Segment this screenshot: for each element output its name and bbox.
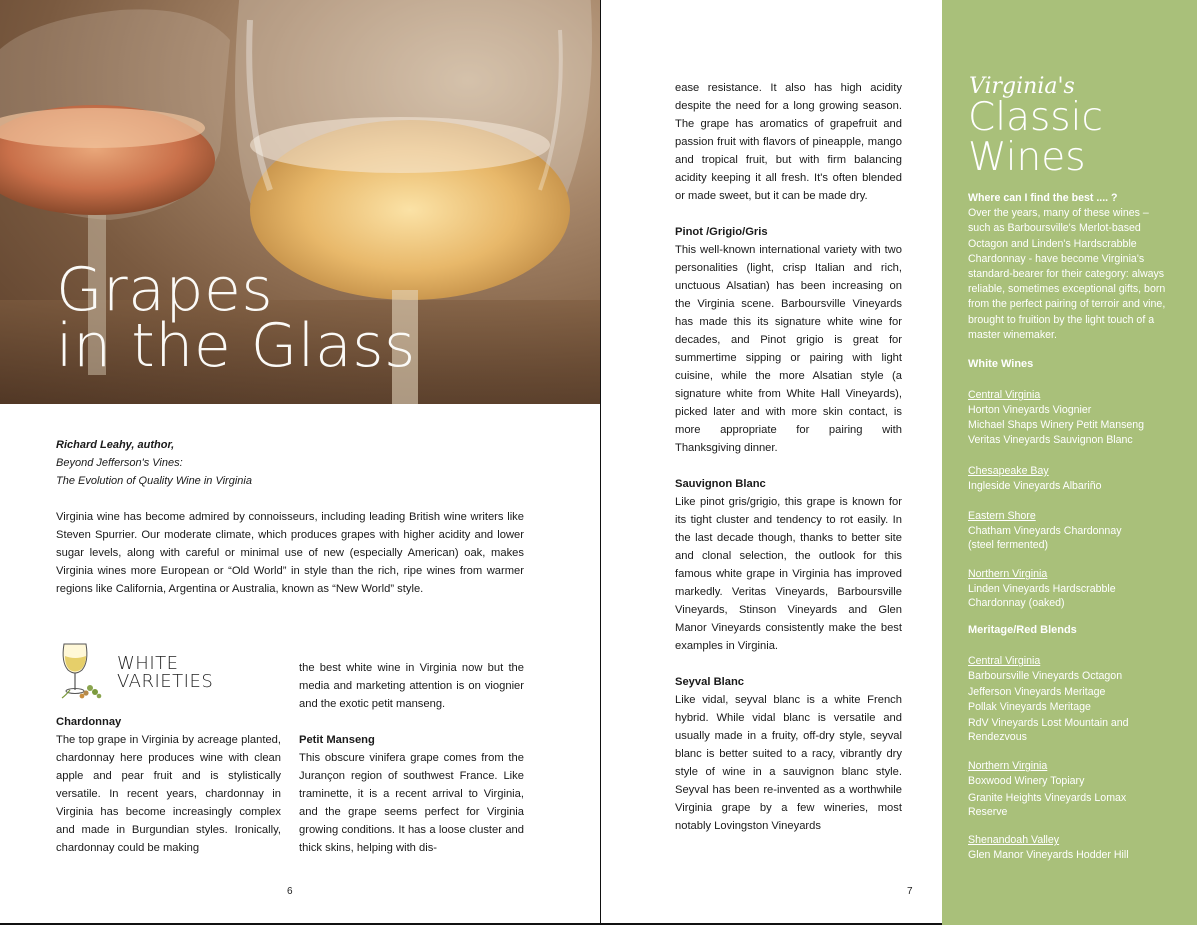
page-number-left: 6 — [287, 886, 293, 897]
wine-item: Michael Shaps Winery Petit Manseng — [968, 419, 1145, 431]
wine-item: Barboursville Vineyards Octagon — [968, 670, 1123, 682]
region-label: Shenandoah Valley — [968, 834, 1060, 846]
sauvignon-text: Like pinot gris/grigio, this grape is known for its tight cluster and tendency to rot easily. In the last decade though, thanks to better site and clonal selection, the outlook for this famous white grape in Virginia has improved markedly. Veritas Vineyards, Barboursville Vineyards, Stinson Vineyards and Glen Manor Vineyards consistently make the best examples in Virginia. — [675, 496, 902, 652]
pinot-heading: Pinot /Grigio/Gris — [675, 226, 768, 238]
page-title — [56, 255, 416, 381]
wine-item: Reserve — [968, 806, 1008, 818]
sidebar-title-line-1: Classic — [968, 95, 1103, 140]
wine-item: Horton Vineyards Viognier — [968, 404, 1092, 416]
petit-manseng-text: This obscure vinifera grape comes from the Jurançon region of southwest France. Like traminette, it is a recent arrival to Virginia, and the grape seems perfect for Virginia growing conditions. It has a loose cluster and thick skins, helping with dis- — [299, 752, 524, 854]
chardonnay-text: The top grape in Virginia by acreage planted, chardonnay here produces wine with clean apple and pear fruit and is stylistically versatile. In recent years, chardonnay in Virginia has become increasingly complex and made in Burgundian styles. Ironically, chardonnay could be making — [56, 734, 281, 854]
red-blends-heading: Meritage/Red Blends — [968, 624, 1077, 636]
sidebar-body-text: Over the years, many of these wines – such as Barboursville's Merlot-based Octagon and Linden's Hardscrabble Chardonnay - have become Virginia's standard-bearer for their category: always reliable, sometimes exceptional gifts, born from the perfect pairing of terroir and vine, brought to fruition by the light touch of a master winemaker. — [968, 207, 1166, 341]
continued-text: ease resistance. It also has high acidity despite the need for a long growing season. The grape has aromatics of grapefruit and passion fruit with flavors of pineapple, mango and tropical fruit, but with firm balancing acidity keeping it all fresh. It's often blended or made sweet, but it can be made dry. — [675, 82, 902, 202]
region-label: Northern Virginia — [968, 760, 1048, 772]
white-wines-heading: White Wines — [968, 358, 1034, 370]
region-label: Northern Virginia — [968, 568, 1048, 580]
wine-glass-icon — [56, 640, 106, 700]
author-name: Richard Leahy, author, — [56, 439, 175, 451]
sidebar-script-title: Virginia's — [969, 74, 1075, 99]
section-heading — [56, 640, 286, 702]
wine-item: Chardonnay (oaked) — [968, 597, 1065, 609]
right-page — [601, 0, 942, 925]
intro-paragraph: Virginia wine has become admired by connoisseurs, including leading British wine writers like Steven Spurrier. Our moderate climate, which produces grapes with higher acidity and lower sugar levels, along with careful or minimal use of new (especially American) oak, makes Virginia wines more European or “Old World” in style than the rich, ripe wines from warmer regions like California, Argentina or Australia, known as “New World” style. — [56, 511, 524, 595]
column-right — [675, 79, 902, 835]
title-line-1: Grapes — [56, 255, 274, 325]
sidebar — [942, 0, 1197, 925]
sidebar-title — [968, 95, 1103, 180]
book-title-line-1: Beyond Jefferson's Vines: — [56, 457, 183, 469]
wine-item: Linden Vineyards Hardscrabble — [968, 583, 1116, 595]
wine-group — [968, 759, 1178, 818]
chardonnay-heading: Chardonnay — [56, 716, 122, 728]
seyval-heading: Seyval Blanc — [675, 676, 745, 688]
wine-group — [968, 567, 1178, 609]
section-heading-line-2: VARIETIES — [117, 671, 214, 692]
wine-group — [968, 388, 1178, 448]
region-label: Eastern Shore — [968, 510, 1036, 522]
wine-item: Jefferson Vineyards Meritage — [968, 686, 1106, 698]
wine-item: Boxwood Winery Topiary — [968, 775, 1085, 787]
wine-group — [968, 509, 1178, 551]
region-label: Central Virginia — [968, 389, 1041, 401]
wine-item: Glen Manor Vineyards Hodder Hill — [968, 849, 1129, 861]
sauvignon-heading: Sauvignon Blanc — [675, 478, 766, 490]
wine-item: RdV Vineyards Lost Mountain and — [968, 717, 1129, 729]
region-label: Chesapeake Bay — [968, 465, 1049, 477]
wine-item: (steel fermented) — [968, 539, 1049, 551]
wine-group — [968, 833, 1178, 863]
book-title-line-2: The Evolution of Quality Wine in Virginia — [56, 475, 252, 487]
title-line-2: in the Glass — [56, 311, 416, 381]
wine-item: Pollak Vineyards Meritage — [968, 701, 1091, 713]
seyval-text: Like vidal, seyval blanc is a white French hybrid. While vidal blanc is versatile and usually made in a fruity, off-dry style, seyval blanc is better suited to a racy, vibrantly dry style of wine in a sauvignon blanc style. Seyval has been re-invented as a worthwhile Virginia grape by a few wineries, most notably Lovingston Vineyards — [675, 694, 902, 832]
column-2-intro: the best white wine in Virginia now but the media and marketing attention is on viognier and the exotic petit manseng. — [299, 662, 524, 710]
wine-group — [968, 654, 1178, 743]
wine-item: Chatham Vineyards Chardonnay — [968, 525, 1122, 537]
section-heading-line-1: WHITE — [117, 653, 179, 674]
sidebar-title-line-2: Wines — [968, 135, 1086, 180]
wine-item: Rendezvous — [968, 731, 1027, 743]
wine-group — [968, 464, 1178, 494]
sidebar-intro — [968, 191, 1168, 343]
pinot-text: This well-known international variety with two personalities (light, crisp Italian and rich, unctuous Alsatian) has been increasing on the Virginia scene. Barboursville Vineyards has made this its signature white wine for decades, and Pinot grigio is great for summertime sipping or pairing with light cuisine, while the more Alsatian style (a signature white from White Hall Vineyards), picked later and with more skin contact, is more appropriate for pairing with Thanksgiving dinner. — [675, 244, 902, 454]
wine-item: Granite Heights Vineyards Lomax — [968, 792, 1127, 804]
sidebar-question: Where can I find the best .... ? — [968, 192, 1118, 204]
wine-item: Ingleside Vineyards Albariño — [968, 480, 1102, 492]
column-chardonnay — [56, 713, 281, 857]
wine-item: Veritas Vineyards Sauvignon Blanc — [968, 434, 1133, 446]
region-label: Central Virginia — [968, 655, 1041, 667]
hero-photo — [0, 0, 600, 404]
byline — [56, 436, 252, 490]
petit-manseng-heading: Petit Manseng — [299, 734, 375, 746]
page-number-right: 7 — [907, 886, 913, 897]
column-petit-manseng — [299, 659, 524, 857]
section-heading-text — [117, 655, 213, 691]
